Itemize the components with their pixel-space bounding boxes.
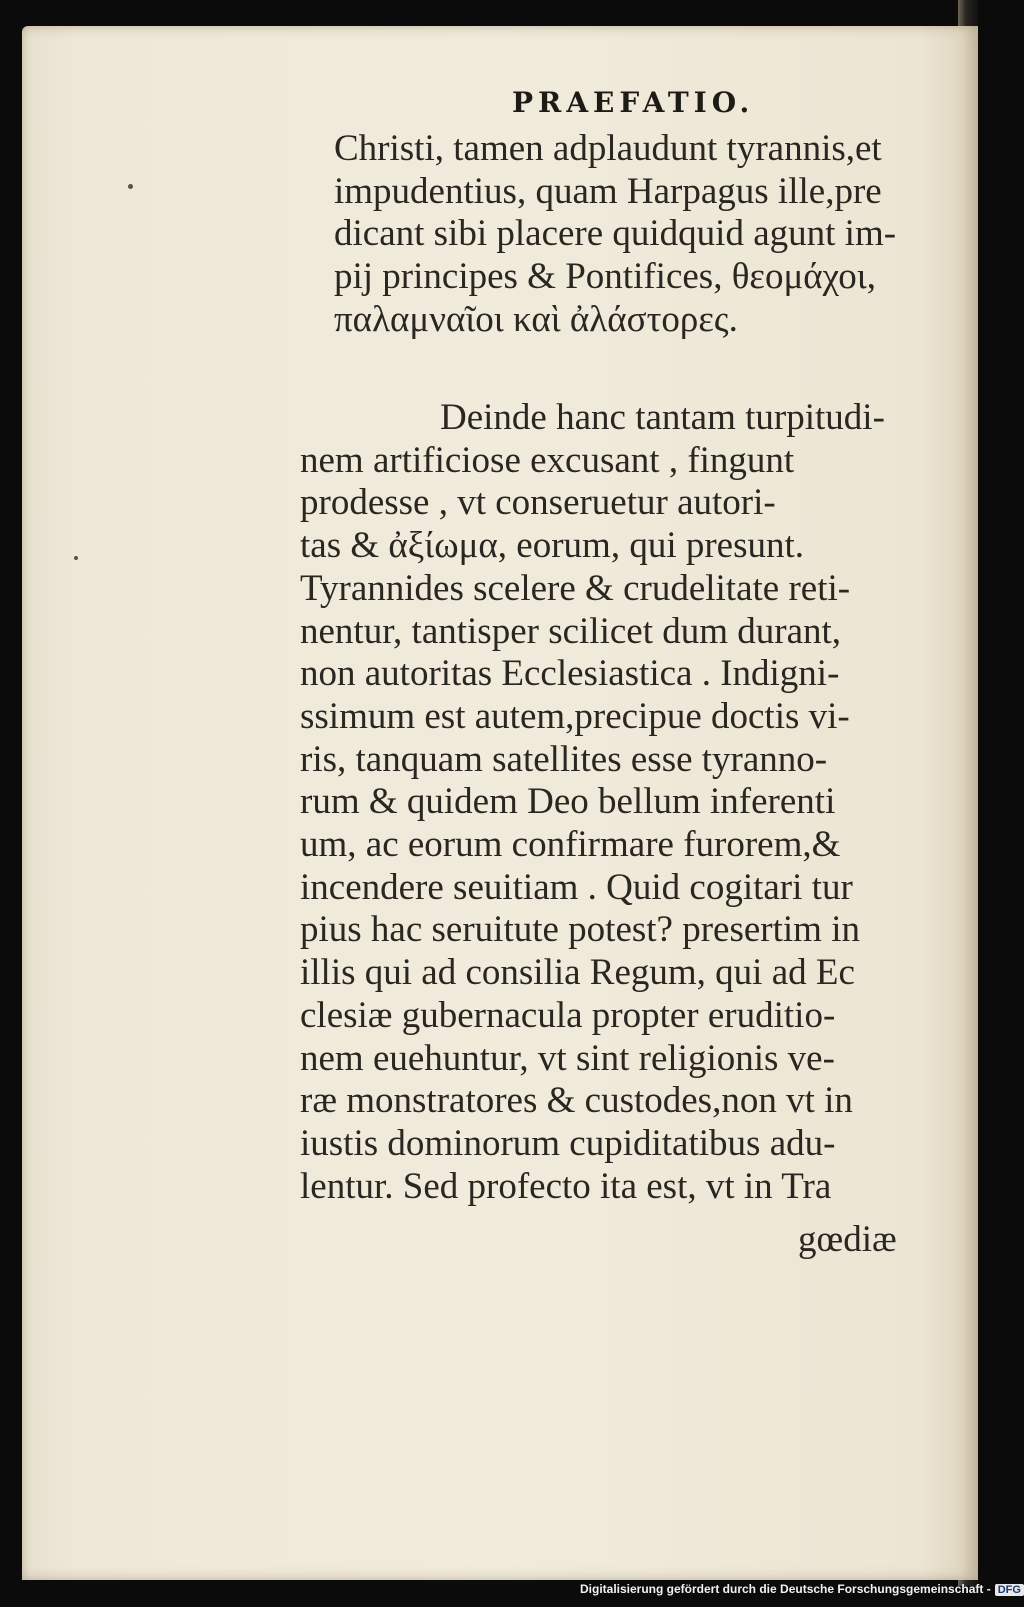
text-line: Deinde hanc tantam turpitudi- [440, 397, 885, 438]
text-line: iustis dominorum cupiditatibus adu- [300, 1122, 836, 1164]
text-line: Tyrannides scelere & crudelitate reti- [300, 567, 851, 609]
text-line: pij principes & Pontifices, θεομάχοι, [334, 256, 876, 298]
digitization-credit [580, 1582, 1024, 1596]
text-line: tas & ἀξίωμα, eorum, qui presunt. [300, 525, 805, 567]
credit-text: Digitalisierung gefördert durch die Deutsche Forschungsgemeinschaft - [580, 1582, 991, 1596]
text-line: ris, tanquam satellites esse tyranno- [300, 738, 828, 780]
dfg-logo: DFG [995, 1584, 1024, 1596]
text-line: prodesse , vt conseruetur autori- [300, 482, 776, 524]
text-line: παλαμναῖοι καὶ ἀλάστορες. [334, 298, 738, 340]
text-line: impudentius, quam Harpagus ille,pre [334, 170, 882, 212]
text-line: non autoritas Ecclesiastica . Indigni- [300, 653, 840, 695]
ink-speck [74, 556, 78, 560]
text-line: ræ monstratores & custodes,non vt in [300, 1080, 853, 1122]
paragraph-1 [334, 128, 896, 342]
paragraph-2 [300, 397, 885, 1208]
text-line: nentur, tantisper scilicet dum durant, [300, 610, 842, 652]
text-line: um, ac eorum confirmare furorem,& [300, 824, 841, 866]
catchword: gœdiæ [798, 1219, 897, 1260]
text-line: clesiæ gubernacula propter eruditio- [300, 994, 836, 1036]
running-head: PRAEFATIO. [512, 86, 755, 119]
text-line: illis qui ad consilia Regum, qui ad Ec [300, 952, 855, 994]
ink-speck [128, 184, 133, 189]
text-line: lentur. Sed profecto ita est, vt in Tra [300, 1165, 832, 1207]
text-line: nem euehuntur, vt sint religionis ve- [300, 1037, 835, 1079]
text-line: pius hac seruitute potest? presertim in [300, 909, 860, 951]
text-line: incendere seuitiam . Quid cogitari tur [300, 866, 853, 908]
text-line: nem artificiose excusant , fingunt [300, 439, 795, 481]
text-line: rum & quidem Deo bellum inferenti [300, 781, 836, 823]
text-line: dicant sibi placere quidquid agunt im- [334, 213, 897, 255]
text-line: Christi, tamen adplaudunt tyrannis,et [334, 128, 882, 169]
text-line: ssimum est autem,precipue doctis vi- [300, 695, 850, 737]
